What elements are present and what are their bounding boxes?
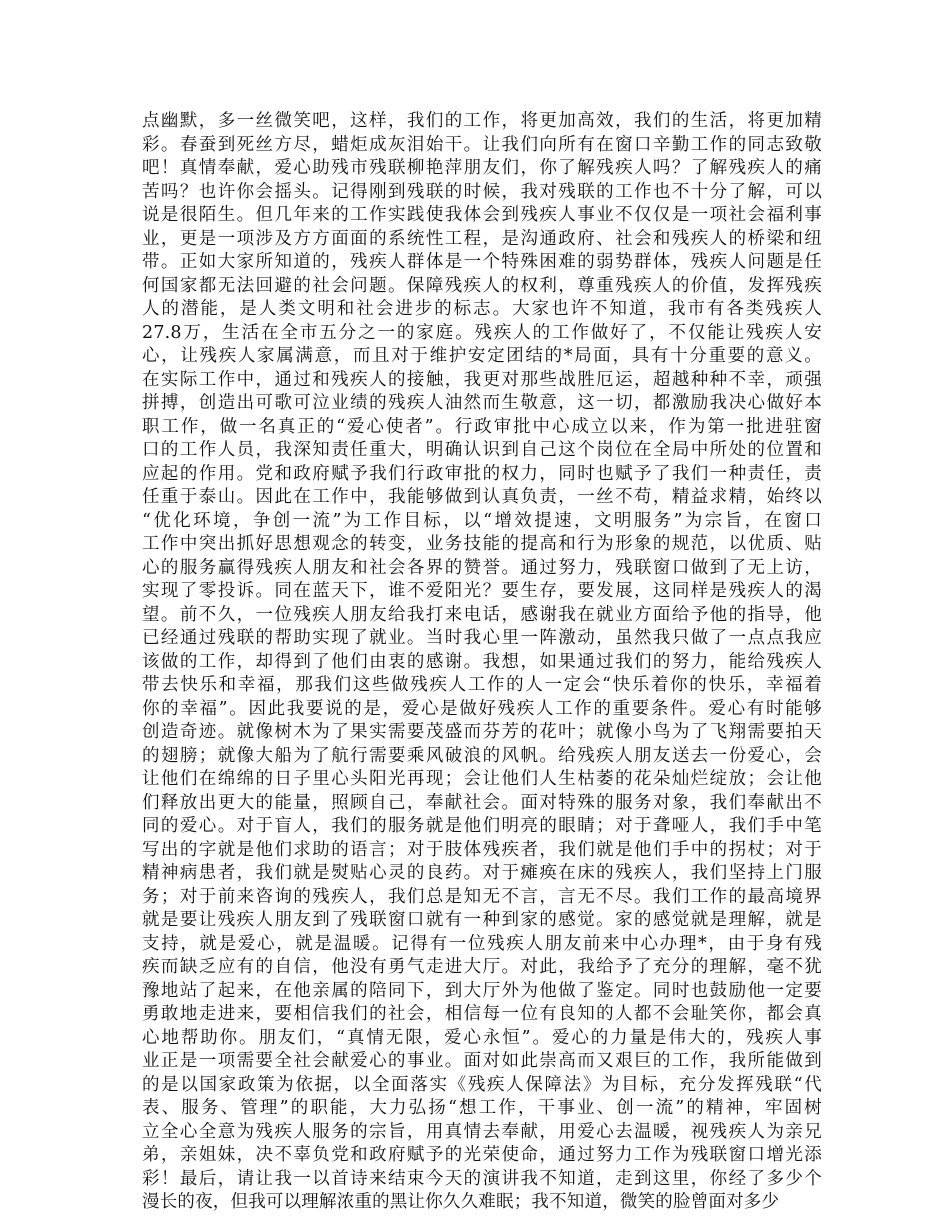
paragraph-line: 精神病患者，我们就是熨贴心灵的良药。对于瘫痪在床的残疾人，我们坚持上门服 [142, 863, 822, 883]
paragraph-line: 带去快乐和幸福，那我们这些做残疾人工作的人一定会“快乐着你的快乐，幸福着 [142, 675, 822, 695]
paragraph-line: 彩。春蚕到死丝方尽，蜡炬成灰泪始干。让我们向所有在窗口辛勤工作的同志致敬 [142, 134, 822, 155]
paragraph-line: 同的爱心。对于盲人，我们的服务就是他们明亮的眼睛；对于聋哑人，我们手中笔 [142, 816, 822, 836]
paragraph-line: 疾而缺乏应有的自信，他没有勇气走进大厅。对此，我给予了充分的理解，毫不犹 [142, 957, 822, 977]
paragraph-line: 工作中突出抓好思想观念的转变，业务技能的提高和行为形象的规范，以优质、贴 [142, 534, 822, 554]
paragraph-line: 就是要让残疾人朋友到了残联窗口就有一种到家的感觉。家的感觉就是理解，就是 [142, 910, 822, 930]
paragraph-line: 该做的工作，却得到了他们由衷的感谢。我想，如果通过我们的努力，能给残疾人 [142, 651, 822, 672]
paragraph-line: 人的潜能，是人类文明和社会进步的标志。大家也许不知道，我市有各类残疾人 [142, 299, 822, 319]
paragraph-line: 吧！真情奉献，爱心助残市残联柳艳萍朋友们，你了解残疾人吗？了解残疾人的痛 [142, 158, 822, 178]
paragraph-line: 说是很陌生。但几年来的工作实践使我体会到残疾人事业不仅仅是一项社会福利事 [142, 205, 822, 225]
paragraph-line: 任重于泰山。因此在工作中，我能够做到认真负责，一丝不苟，精益求精，始终以 [142, 487, 822, 507]
paragraph-line: 弟，亲姐妹，决不辜负党和政府赋予的光荣使命，通过努力工作为残联窗口增光添 [142, 1145, 822, 1165]
paragraph-line: 实现了零投诉。同在蓝天下，谁不爱阳光？要生存，要发展，这同样是残疾人的渴 [142, 581, 822, 601]
paragraph-line: 已经通过残联的帮助实现了就业。当时我心里一阵激动，虽然我只做了一点点我应 [142, 628, 822, 648]
paragraph-line: 让他们在绵绵的日子里心头阳光再现；会让他们人生枯萎的花朵灿烂绽放；会让他 [142, 769, 822, 789]
paragraph-line: 口的工作人员，我深知责任重大，明确认识到自己这个岗位在全局中所处的位置和 [142, 440, 822, 460]
paragraph-line: 苦吗？也许你会摇头。记得刚到残联的时候，我对残联的工作也不十分了解，可以 [142, 181, 822, 202]
paragraph-line: 豫地站了起来，在他亲属的陪同下，到大厅外为他做了鉴定。同时也鼓励他一定要 [142, 980, 822, 1001]
paragraph-line: 心的服务赢得残疾人朋友和社会各界的赞誉。通过努力，残联窗口做到了无上访， [142, 557, 822, 578]
paragraph-line: 带。正如大家所知道的，残疾人群体是一个特殊困难的弱势群体，残疾人问题是任 [142, 252, 822, 272]
paragraph-line: “优化环境，争创一流”为工作目标，以“增效提速，文明服务”为宗旨，在窗口 [142, 510, 822, 531]
paragraph-line: 望。前不久，一位残疾人朋友给我打来电话，感谢我在就业方面给予他的指导，他 [142, 604, 822, 625]
paragraph-line: 你的幸福”。因此我要说的是，爱心是做好残疾人工作的重要条件。爱心有时能够 [142, 698, 822, 719]
paragraph-line: 务；对于前来咨询的残疾人，我们总是知无不言，言无不尽。我们工作的最高境界 [142, 886, 822, 907]
paragraph-line: 勇敢地走进来，要相信我们的社会，相信每一位有良知的人都不会耻笑你，都会真 [142, 1004, 822, 1024]
paragraph-line: 写出的字就是他们求助的语言；对于肢体残疾者，我们就是他们手中的拐杖；对于 [142, 839, 822, 860]
paragraph-line: 何国家都无法回避的社会问题。保障残疾人的权利，尊重残疾人的价值，发挥残疾 [142, 275, 822, 296]
paragraph-line: 支持，就是爱心，就是温暖。记得有一位残疾人朋友前来中心办理*，由于身有残 [142, 933, 822, 954]
paragraph-line: 漫长的夜，但我可以理解浓重的黑让你久久难眠；我不知道，微笑的脸曾面对多少 [142, 1192, 780, 1212]
paragraph-line: 彩！最后，请让我一以首诗来结束今天的演讲我不知道，走到这里，你经了多少个 [142, 1168, 822, 1189]
paragraph-line: 业正是一项需要全社会献爱心的事业。面对如此崇高而又艰巨的工作，我所能做到 [142, 1051, 822, 1071]
paragraph-line: 点幽默，多一丝微笑吧，这样，我们的工作，将更加高效，我们的生活，将更加精 [142, 111, 822, 131]
paragraph-line: 立全心全意为残疾人服务的宗旨，用真情去奉献，用爱心去温暖，视残疾人为亲兄 [142, 1121, 822, 1142]
paragraph-line: 表、服务、管理”的职能，大力弘扬“想工作，干事业、创一流”的精神，牢固树 [142, 1098, 822, 1118]
paragraph-line: 职工作，做一名真正的“爱心使者”。行政审批中心成立以来，作为第一批进驻窗 [142, 416, 822, 437]
paragraph-line: 应起的作用。党和政府赋予我们行政审批的权力，同时也赋予了我们一种责任，责 [142, 463, 822, 484]
paragraph-line: 心地帮助你。朋友们，“真情无限，爱心永恒”。爱心的力量是伟大的，残疾人事 [142, 1027, 822, 1048]
paragraph-line: 业，更是一项涉及方方面面的系统性工程，是沟通政府、社会和残疾人的桥梁和纽 [142, 228, 822, 249]
paragraph-line: 27.8万，生活在全市五分之一的家庭。残疾人的工作做好了，不仅能让残疾人安 [142, 322, 822, 343]
paragraph-line: 的翅膀；就像大船为了航行需要乘风破浪的风帆。给残疾人朋友送去一份爱心，会 [142, 745, 822, 766]
paragraph-line: 们释放出更大的能量，照顾自己，奉献社会。面对特殊的服务对象，我们奉献出不 [142, 792, 822, 813]
paragraph-line: 心，让残疾人家属满意，而且对于维护安定团结的*局面，具有十分重要的意义。 [142, 346, 822, 366]
paragraph-line: 在实际工作中，通过和残疾人的接触，我更对那些战胜厄运，超越种种不幸，顽强 [142, 369, 822, 390]
paragraph-line: 的是以国家政策为依据，以全面落实《残疾人保障法》为目标，充分发挥残联“代 [142, 1074, 822, 1095]
paragraph-line: 创造奇迹。就像树木为了果实需要茂盛而芬芳的花叶；就像小鸟为了飞翔需要拍天 [142, 722, 822, 742]
body-text [142, 110, 822, 1215]
paragraph-line: 拼搏，创造出可歌可泣业绩的残疾人油然而生敬意，这一切，都激励我决心做好本 [142, 393, 822, 413]
